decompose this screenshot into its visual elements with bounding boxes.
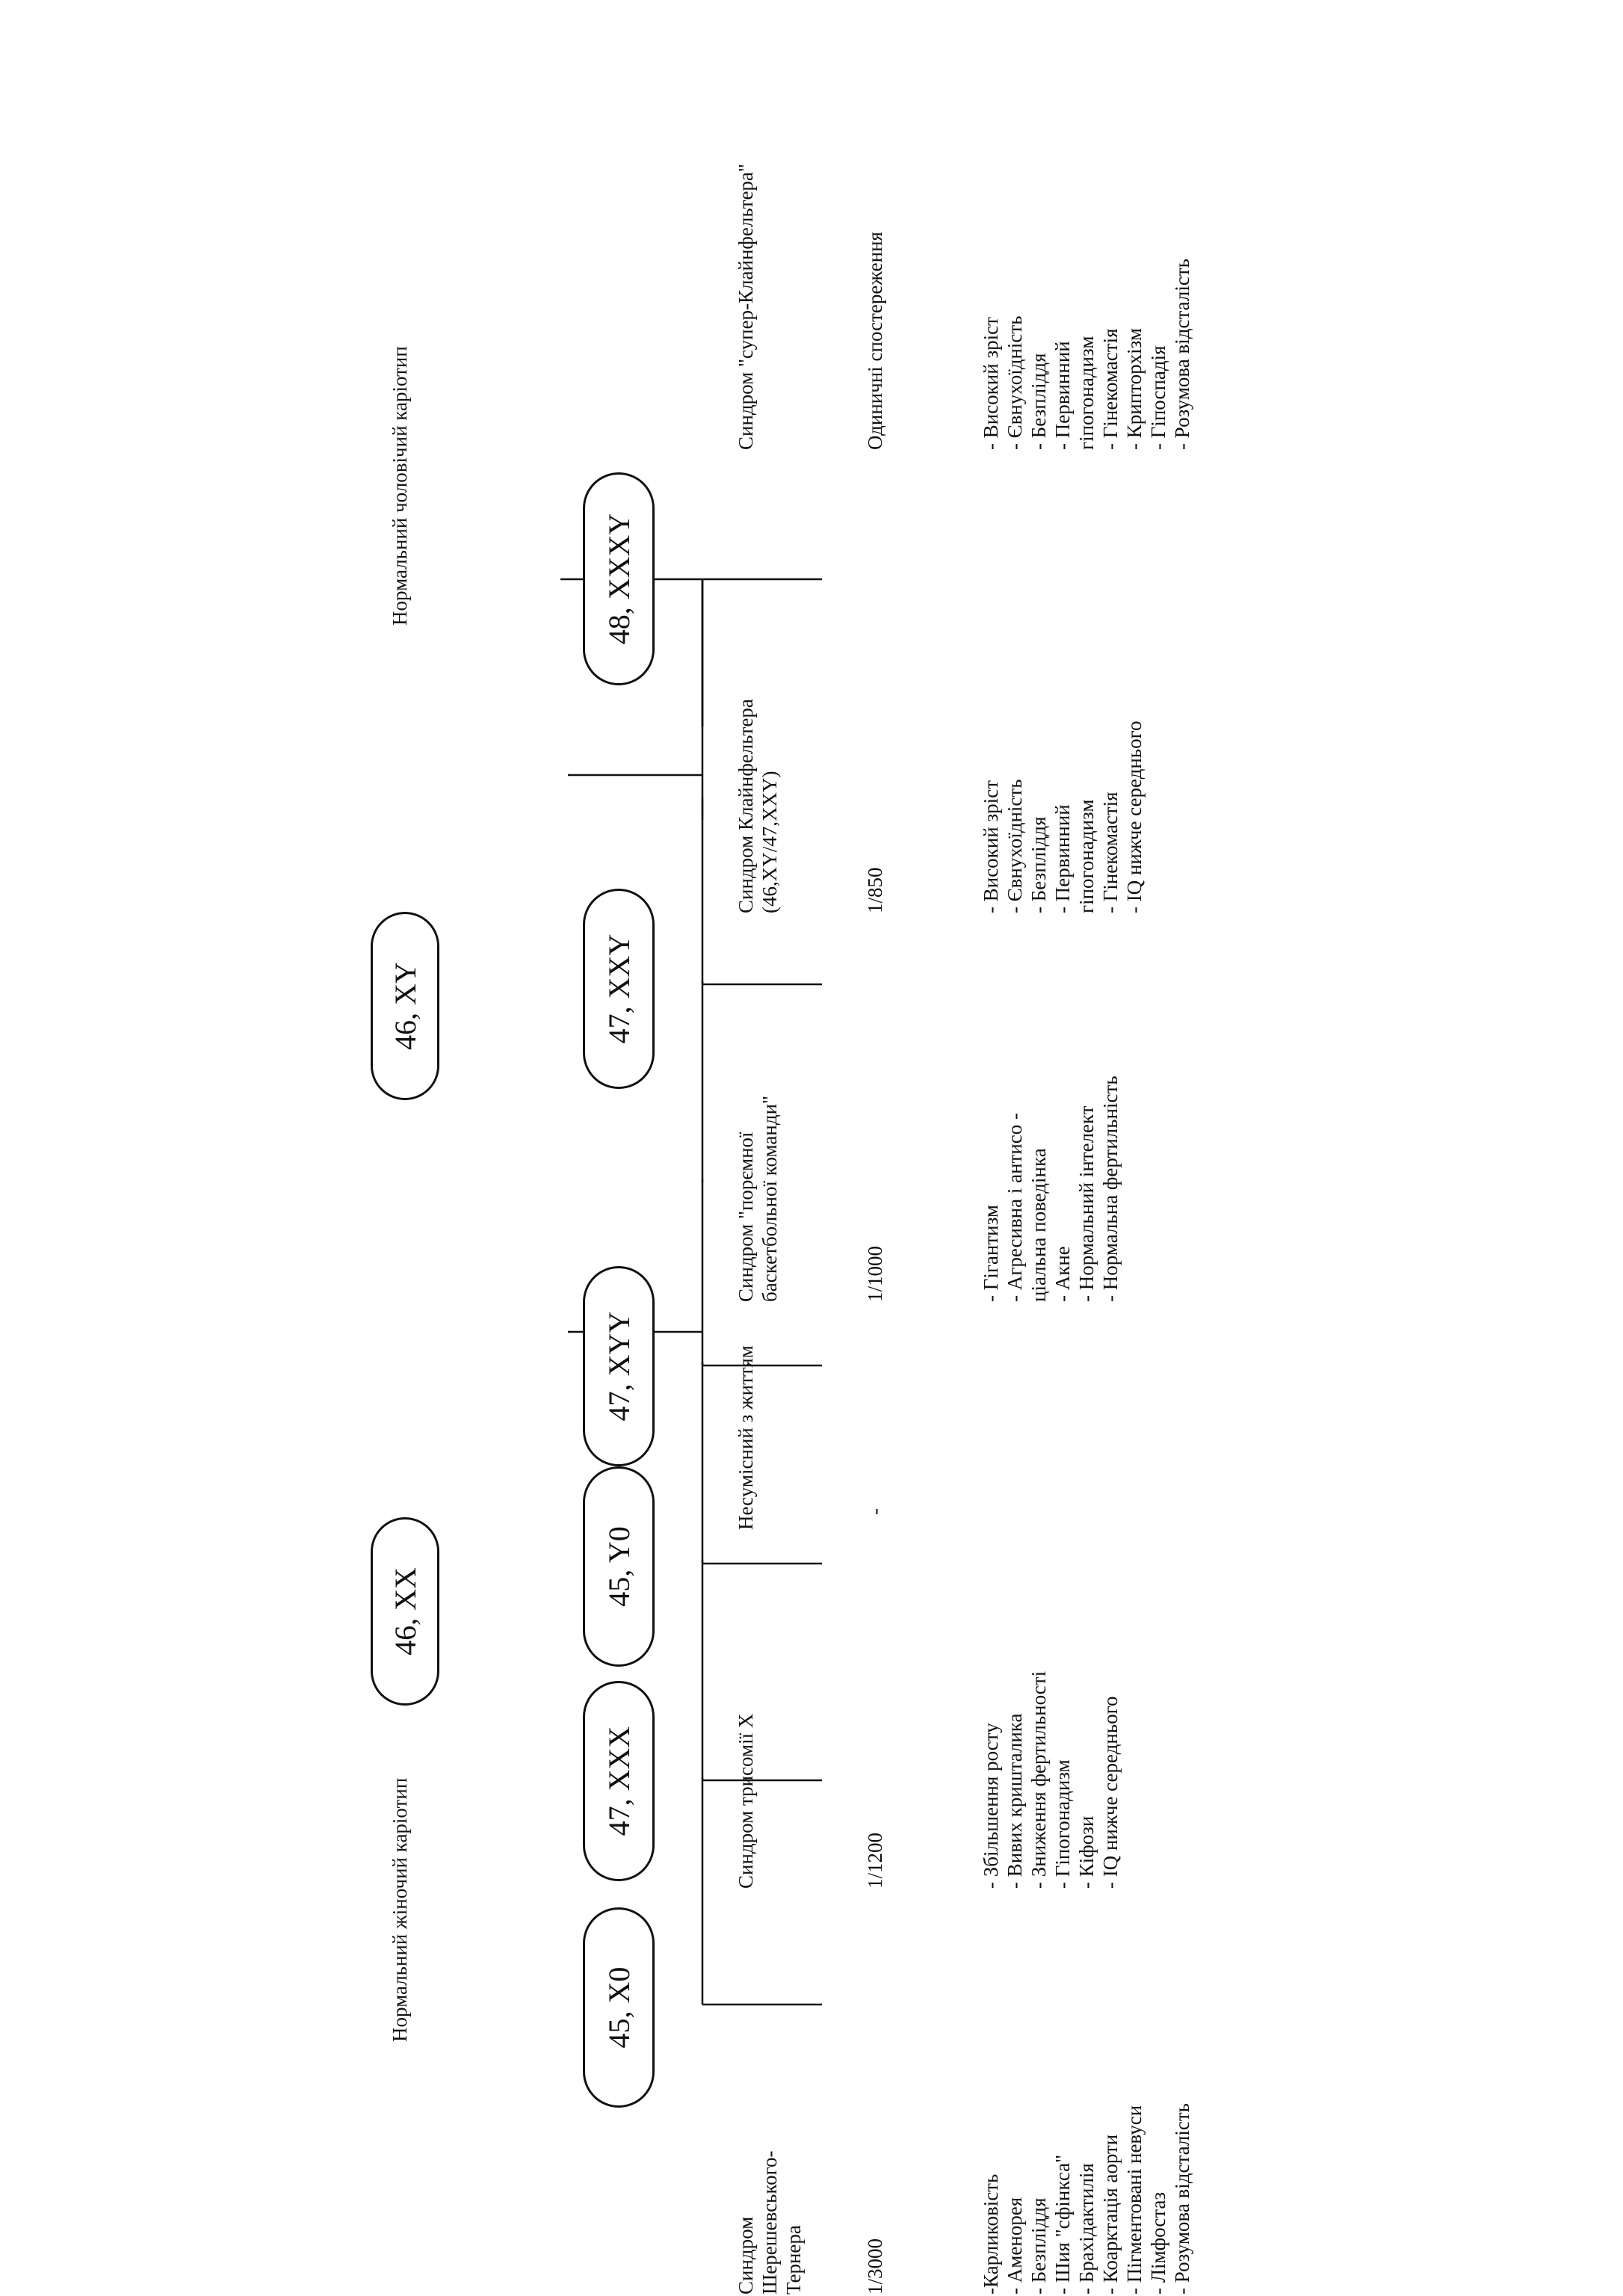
female-karyotype-label: Нормальний жіночий каріотип bbox=[389, 1777, 411, 2042]
node-46-xx: 46, XX bbox=[371, 1517, 439, 1706]
frequency-48-xxxy: Одиничні спостереження bbox=[864, 232, 886, 450]
features-47-xyy: - Гігантизм - Агресивна і антисо - ціальна поведінка - Акне - Нормальний інтелект - Нормальна фертильність bbox=[980, 1076, 1122, 1302]
male-karyotype-label: Нормальний чоловічий каріотип bbox=[389, 346, 411, 626]
syndrome-47-xxx: Синдром трисомії Х bbox=[735, 1713, 757, 1889]
node-47-xyy: 47, XYY bbox=[583, 1266, 655, 1466]
syndrome-47-xyy: Синдром "порємної баскетбольної команди" bbox=[735, 1095, 781, 1302]
frequency-47-xxx: 1/1200 bbox=[864, 1832, 886, 1889]
syndrome-45-y0: Несумісний з життям bbox=[735, 1345, 757, 1530]
node-48-xxxy: 48, XXXY bbox=[583, 472, 655, 685]
node-47-xxy: 47, XXY bbox=[583, 889, 655, 1089]
node-47-xxx: 47, XXX bbox=[583, 1681, 655, 1881]
features-48-xxxy: - Високий зріст - Євнухоїдність - Безпліддя - Первинний гіпогонадизм - Гінекомастія - Крипторхізм - Гіпоспадія - Розумова відсталість bbox=[980, 259, 1193, 450]
features-47-xxx: - Збільшення росту - Вивих кришталика - Зниження фертильності - Гіпогонадизм - Кіфози - IQ нижче середнього bbox=[980, 1670, 1122, 1889]
node-45-x0: 45, X0 bbox=[583, 1907, 655, 2108]
syndrome-47-xxy: Синдром Клайнфельтера (46,XY/47,XXY) bbox=[735, 699, 781, 913]
syndrome-48-xxxy: Синдром "супер-Клайнфельтера" bbox=[735, 164, 757, 450]
features-45-x0: -Карликовість - Аменорея - Безпліддя - Шия "сфінкса" - Брахідактилія - Коарктація аорти - Пігментовані невуси - Лімфостаз - Розумова відсталість bbox=[980, 2103, 1193, 2295]
frequency-47-xyy: 1/1000 bbox=[864, 1245, 886, 1302]
frequency-45-y0: - bbox=[864, 1508, 886, 1515]
features-47-xxy: - Високий зріст - Євнухоїдність - Безпліддя - Первинний гіпогонадизм - Гінекомастія - IQ нижче середнього bbox=[980, 720, 1146, 913]
frequency-47-xxy: 1/850 bbox=[864, 867, 886, 913]
node-45-y0: 45, Y0 bbox=[583, 1466, 655, 1667]
node-46-xy: 46, XY bbox=[371, 912, 439, 1100]
frequency-45-x0: 1/3000 bbox=[864, 2238, 886, 2295]
syndrome-45-x0: Синдром Шерешевського- Тернера bbox=[735, 2150, 805, 2295]
